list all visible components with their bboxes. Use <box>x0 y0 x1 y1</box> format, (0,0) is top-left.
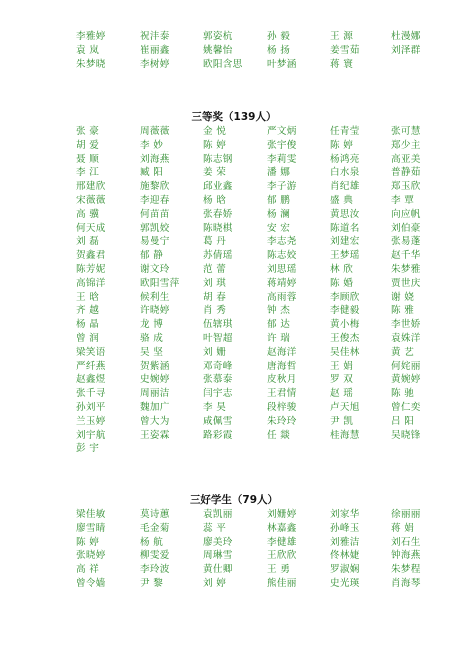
student-name: 廖雪睛 <box>76 522 106 534</box>
student-name: 臧 阳 <box>140 167 164 179</box>
student-name: 姜雪茹 <box>330 44 360 56</box>
student-name: 梁笑语 <box>76 346 106 358</box>
student-name: 周丽洁 <box>140 388 170 400</box>
student-name: 周琳雪 <box>203 550 233 562</box>
student-name: 蒋 寰 <box>330 58 354 70</box>
student-name: 钟 杰 <box>267 305 291 317</box>
student-name: 郑少主 <box>391 139 421 151</box>
student-name: 熊佳丽 <box>267 577 297 589</box>
student-name: 刘石生 <box>391 536 421 548</box>
student-name: 兰玉婷 <box>76 415 106 427</box>
student-name: 徐丽丽 <box>391 509 421 520</box>
student-name: 陈 驰 <box>391 388 415 400</box>
student-name: 欧阳含思 <box>203 58 243 70</box>
student-name: 毛金菊 <box>140 522 170 534</box>
student-name: 盛 典 <box>330 194 354 206</box>
student-name: 伍辖琪 <box>203 319 233 331</box>
student-name: 尹 凯 <box>330 415 354 427</box>
student-name: 刘姗婷 <box>267 509 297 520</box>
student-name: 贺鑫君 <box>76 250 106 262</box>
student-name: 曾仁奕 <box>391 401 421 413</box>
student-name: 钟海燕 <box>391 550 421 562</box>
student-name: 张可慧 <box>391 126 421 137</box>
student-name: 范 蕾 <box>203 263 227 275</box>
student-name: 柳雯爱 <box>140 550 170 562</box>
student-name: 刘泽群 <box>391 44 421 56</box>
student-name: 姜 荣 <box>203 167 227 179</box>
student-name: 龙 博 <box>140 319 164 331</box>
student-name: 李雅婷 <box>76 31 106 42</box>
student-name: 张易蓬 <box>391 236 421 248</box>
student-name: 桂海慧 <box>330 429 360 441</box>
student-name: 张晓婷 <box>76 550 106 562</box>
third-prize-heading: 三等奖（139人） <box>191 111 277 123</box>
student-name: 李子游 <box>267 181 297 193</box>
student-name: 张慕泰 <box>203 374 233 386</box>
student-name: 刘宇航 <box>76 429 106 441</box>
student-name: 朱梦晓 <box>76 58 106 70</box>
student-name: 郭姿杭 <box>203 31 233 42</box>
student-name: 谢 娆 <box>391 291 415 303</box>
student-name: 陈晓棋 <box>203 222 233 234</box>
student-name: 赵海洋 <box>267 346 297 358</box>
student-name: 候利生 <box>140 291 170 303</box>
student-name: 邱业鑫 <box>203 181 233 193</box>
student-name: 吴佳林 <box>330 346 360 358</box>
student-name: 郁 鹏 <box>267 194 291 206</box>
student-name: 路彩霞 <box>203 429 233 441</box>
student-name: 黄婉婷 <box>391 374 421 386</box>
student-name: 向应帆 <box>391 208 421 220</box>
student-name: 杨鸿亮 <box>330 153 360 165</box>
student-name: 朱玲玲 <box>267 415 297 427</box>
student-name: 杨 扬 <box>267 44 291 56</box>
student-name: 杨 晗 <box>203 194 227 206</box>
student-name: 袁凯丽 <box>203 509 233 520</box>
student-name: 咸佩雪 <box>203 415 233 427</box>
student-name: 陈道名 <box>330 222 360 234</box>
student-name: 朱梦程 <box>391 564 421 576</box>
student-name: 何苗苗 <box>140 208 170 220</box>
student-name: 赵千华 <box>391 250 421 262</box>
student-name: 谢文玲 <box>140 263 170 275</box>
student-name: 何天成 <box>76 222 106 234</box>
student-name: 彭 宇 <box>76 443 100 455</box>
student-name: 林嘉鑫 <box>267 522 297 534</box>
student-name: 段梓骏 <box>267 401 297 413</box>
student-name: 刘家华 <box>330 509 360 520</box>
student-name: 陈 婷 <box>203 139 227 151</box>
student-name: 魏加广 <box>140 401 170 413</box>
student-name: 朱梦雅 <box>391 263 421 275</box>
student-name: 孙峰玉 <box>330 522 360 534</box>
student-name: 许晓婷 <box>140 305 170 317</box>
student-name: 郑玉欣 <box>391 181 421 193</box>
student-name: 袁姝洋 <box>391 332 421 344</box>
student-name: 张宇俊 <box>267 139 297 151</box>
student-name: 刘思瑶 <box>267 263 297 275</box>
student-name: 叶智超 <box>203 332 233 344</box>
student-name: 崔丽鑫 <box>140 44 170 56</box>
student-name: 陈芳妮 <box>76 263 106 275</box>
student-name: 肖 秀 <box>203 305 227 317</box>
student-name: 王 源 <box>330 31 354 42</box>
student-name: 史婉婷 <box>140 374 170 386</box>
student-name: 任 燚 <box>267 429 291 441</box>
student-name: 王 勇 <box>267 564 291 576</box>
student-name: 王君情 <box>267 388 297 400</box>
student-name: 严文炳 <box>267 126 297 137</box>
student-name: 葛 丹 <box>203 236 227 248</box>
student-name: 王 娟 <box>330 360 354 372</box>
student-name: 杨 晶 <box>76 319 100 331</box>
student-name: 高锦洋 <box>76 277 106 289</box>
student-name: 史光瑛 <box>330 577 360 589</box>
student-name: 许 瑞 <box>267 332 291 344</box>
student-name: 吕 阳 <box>391 415 415 427</box>
student-name: 孙刘平 <box>76 401 106 413</box>
student-name: 郁 静 <box>140 250 164 262</box>
student-name: 高雨蓉 <box>267 291 297 303</box>
student-name: 杨 航 <box>140 536 164 548</box>
student-name: 曾 润 <box>76 332 100 344</box>
student-name: 安 宏 <box>267 222 291 234</box>
student-name: 蒋靖婷 <box>267 277 297 289</box>
student-name: 贺紫涵 <box>140 360 170 372</box>
student-name: 孙 毅 <box>267 31 291 42</box>
student-name: 施黎欣 <box>140 181 170 193</box>
student-name: 白水泉 <box>330 167 360 179</box>
student-name: 何姹丽 <box>391 360 421 372</box>
student-name: 刘伯豪 <box>391 222 421 234</box>
student-name: 李迎春 <box>140 194 170 206</box>
student-name: 王梦瑶 <box>330 250 360 262</box>
student-name: 王姿霖 <box>140 429 170 441</box>
student-name: 罗淑娴 <box>330 564 360 576</box>
student-name: 祝沣泰 <box>140 31 170 42</box>
student-name: 肖纪雄 <box>330 181 360 193</box>
student-name: 刘 琪 <box>203 277 227 289</box>
student-name: 胡 春 <box>203 291 227 303</box>
student-name: 曾令嫱 <box>76 577 106 589</box>
student-name: 张 豪 <box>76 126 100 137</box>
student-name: 李莉雯 <box>267 153 297 165</box>
student-name: 蕊 平 <box>203 522 227 534</box>
student-name: 王 晗 <box>76 291 100 303</box>
student-name: 王欣欣 <box>267 550 297 562</box>
student-name: 陈 雅 <box>391 305 415 317</box>
student-name: 郭凯姣 <box>140 222 170 234</box>
student-name: 曾大为 <box>140 415 170 427</box>
student-name: 黄思汝 <box>330 208 360 220</box>
student-name: 黄 艺 <box>391 346 415 358</box>
student-name: 普静茹 <box>391 167 421 179</box>
student-name: 李顾欣 <box>330 291 360 303</box>
student-name: 苏倩瑶 <box>203 250 233 262</box>
student-name: 李 覃 <box>391 194 415 206</box>
student-name: 黄小梅 <box>330 319 360 331</box>
student-name: 佟林婕 <box>330 550 360 562</box>
student-name: 吴晓锋 <box>391 429 421 441</box>
student-name: 欧阳雪萍 <box>140 277 180 289</box>
student-name: 高 祥 <box>76 564 100 576</box>
student-name: 李 江 <box>76 167 100 179</box>
student-name: 郁 达 <box>267 319 291 331</box>
student-name: 金 悦 <box>203 126 227 137</box>
student-name: 李健雄 <box>267 536 297 548</box>
student-name: 袁 岚 <box>76 44 100 56</box>
student-name: 宋薇薇 <box>76 194 106 206</box>
student-name: 齐 越 <box>76 305 100 317</box>
student-name: 易曼宁 <box>140 236 170 248</box>
student-name: 闫宇志 <box>203 388 233 400</box>
student-name: 任青莹 <box>330 126 360 137</box>
student-name: 李玲波 <box>140 564 170 576</box>
student-name: 潘 娜 <box>267 167 291 179</box>
student-name: 邢建欣 <box>76 181 106 193</box>
student-name: 陈志钢 <box>203 153 233 165</box>
student-name: 刘 磊 <box>76 236 100 248</box>
student-name: 姚馨怡 <box>203 44 233 56</box>
student-name: 李 昊 <box>203 401 227 413</box>
student-name: 陈 婚 <box>330 277 354 289</box>
student-name: 李健毅 <box>330 305 360 317</box>
student-name: 李 妙 <box>140 139 164 151</box>
student-name: 赵 瑶 <box>330 388 354 400</box>
student-name: 陈 婷 <box>76 536 100 548</box>
student-name: 刘 婷 <box>203 577 227 589</box>
student-name: 张千寻 <box>76 388 106 400</box>
student-name: 杨 澜 <box>267 208 291 220</box>
student-name: 吴 坚 <box>140 346 164 358</box>
student-name: 莫诗蕙 <box>140 509 170 520</box>
student-name: 尹 黎 <box>140 577 164 589</box>
student-name: 林 欣 <box>330 263 354 275</box>
student-name: 陈 婷 <box>330 139 354 151</box>
student-name: 骆 成 <box>140 332 164 344</box>
student-name: 邓奇峰 <box>203 360 233 372</box>
student-name: 陈志姣 <box>267 250 297 262</box>
student-name: 黄仕卿 <box>203 564 233 576</box>
student-name: 廖美玲 <box>203 536 233 548</box>
student-name: 赵鑫煜 <box>76 374 106 386</box>
student-name: 胡 爱 <box>76 139 100 151</box>
student-name: 肖海琴 <box>391 577 421 589</box>
student-name: 高亚美 <box>391 153 421 165</box>
student-name: 张春娇 <box>203 208 233 220</box>
student-name: 刘海燕 <box>140 153 170 165</box>
student-name: 唐海哲 <box>267 360 297 372</box>
student-name: 王俊杰 <box>330 332 360 344</box>
student-name: 叶梦涵 <box>267 58 297 70</box>
third-prize-name-list <box>76 125 446 456</box>
student-name: 周薇薇 <box>140 126 170 137</box>
student-name: 聂 顺 <box>76 153 100 165</box>
student-name: 梁佳敏 <box>76 509 106 520</box>
name-list-top <box>76 30 446 71</box>
student-name: 刘 姗 <box>203 346 227 358</box>
student-name: 李志尧 <box>267 236 297 248</box>
student-name: 李树婷 <box>140 58 170 70</box>
student-name: 刘建宏 <box>330 236 360 248</box>
student-name: 李世娇 <box>391 319 421 331</box>
merit-students-heading: 三好学生（79人） <box>189 494 279 506</box>
student-name: 刘雅洁 <box>330 536 360 548</box>
student-name: 贾世庆 <box>391 277 421 289</box>
student-name: 杜漫娜 <box>391 31 421 42</box>
student-name: 卢天旭 <box>330 401 360 413</box>
student-name: 高 骥 <box>76 208 100 220</box>
student-name: 罗 双 <box>330 374 354 386</box>
merit-students-name-list <box>76 508 446 591</box>
student-name: 严纤燕 <box>76 360 106 372</box>
student-name: 皮秋月 <box>267 374 297 386</box>
student-name: 蒋 娟 <box>391 522 415 534</box>
